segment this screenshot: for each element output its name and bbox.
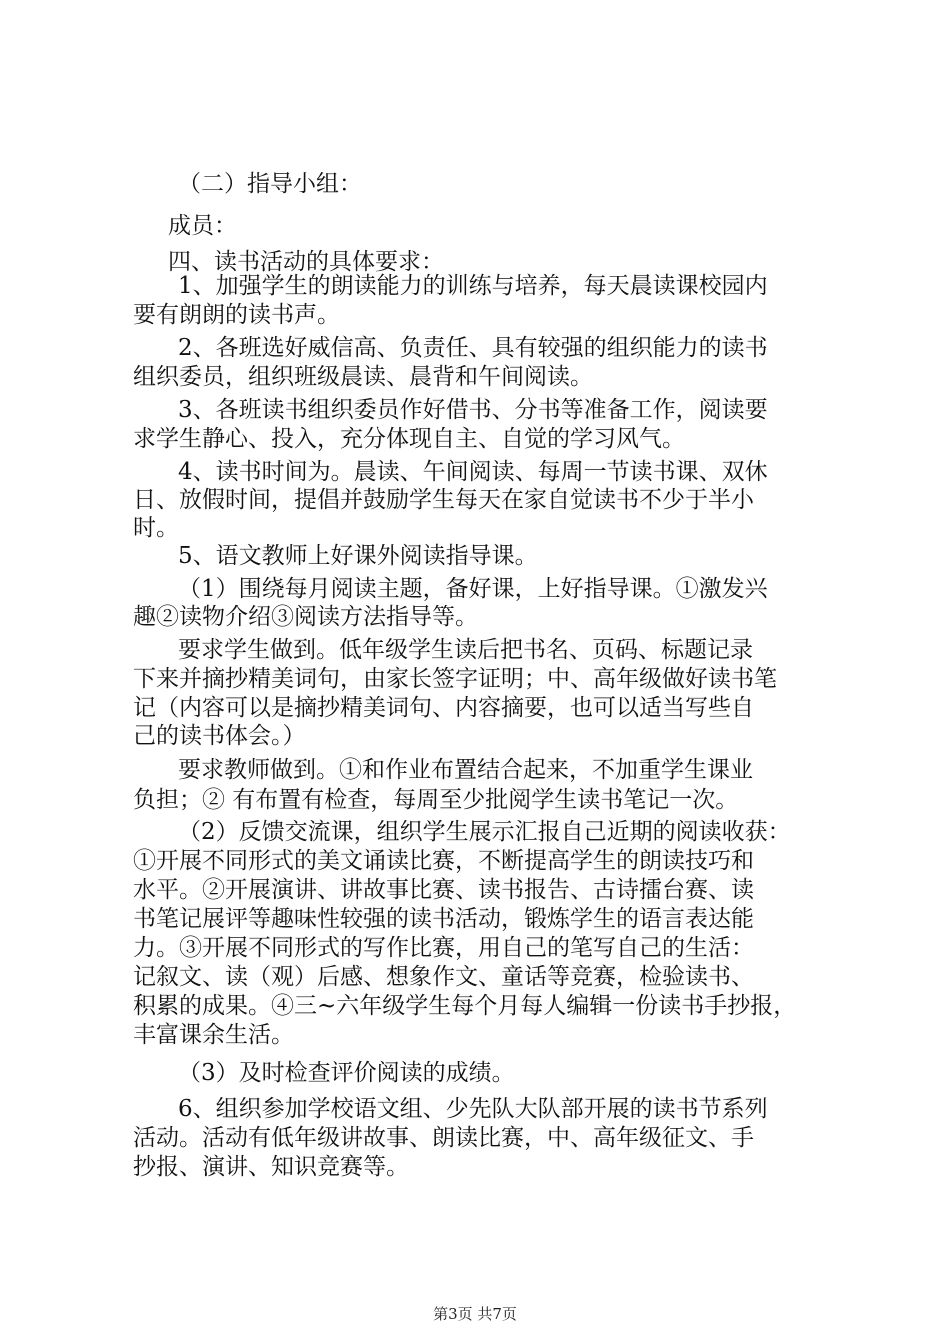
paragraph-line: 1、加强学生的朗读能力的训练与培养，每天晨读课校园内 (178, 273, 768, 299)
paragraph-line: 趣②读物介绍③阅读方法指导等。 (133, 604, 478, 630)
paragraph-line: 己的读书体会。） (133, 723, 306, 749)
paragraph-line: ①开展不同形式的美文诵读比赛，不断提高学生的朗读技巧和 (133, 848, 754, 874)
members-label: 成员： (168, 213, 237, 239)
paragraph-line: 积累的成果。④三~六年级学生每个月每人编辑一份读书手抄报， (133, 993, 797, 1019)
paragraph-line: 力。③开展不同形式的写作比赛，用自己的笔写自己的生活： (133, 935, 754, 961)
paragraph-line: 2、各班选好威信高、负责任、具有较强的组织能力的读书 (178, 335, 768, 361)
heading-requirements: 四、读书活动的具体要求： (168, 249, 444, 275)
paragraph-line: 负担；② 有布置有检查，每周至少批阅学生读书笔记一次。 (133, 787, 739, 813)
paragraph-line: 水平。②开展演讲、讲故事比赛、读书报告、古诗擂台赛、读 (133, 877, 754, 903)
paragraph-line: 4、读书时间为。晨读、午间阅读、每周一节读书课、双休 (178, 459, 768, 485)
paragraph-line: 抄报、演讲、知识竞赛等。 (133, 1154, 409, 1180)
paragraph-line: （3）及时检查评价阅读的成绩。 (178, 1060, 515, 1086)
paragraph-line: （1）围绕每月阅读主题，备好课，上好指导课。①激发兴 (178, 576, 768, 602)
heading-guidance-group: （二）指导小组： (178, 171, 362, 197)
paragraph-line: 要有朗朗的读书声。 (133, 302, 340, 328)
paragraph-line: 3、各班读书组织委员作好借书、分书等准备工作，阅读要 (178, 397, 768, 423)
paragraph-line: 下来并摘抄精美词句，由家长签字证明；中、高年级做好读书笔 (133, 666, 777, 692)
paragraph-line: 要求学生做到。低年级学生读后把书名、页码、标题记录 (178, 637, 753, 663)
paragraph-line: 组织委员，组织班级晨读、晨背和午间阅读。 (133, 364, 593, 390)
paragraph-line: 书笔记展评等趣味性较强的读书活动，锻炼学生的语言表达能 (133, 906, 754, 932)
paragraph-line: 丰富课余生活。 (133, 1022, 294, 1048)
paragraph-line: 记（内容可以是摘抄精美词句、内容摘要，也可以适当写些自 (133, 695, 754, 721)
paragraph-line: （2）反馈交流课，组织学生展示汇报自己近期的阅读收获： (178, 819, 791, 845)
paragraph-line: 日、放假时间，提倡并鼓励学生每天在家自觉读书不少于半小 (133, 487, 754, 513)
page-number-footer: 第3页 共7页 (433, 1305, 517, 1323)
paragraph-line: 5、语文教师上好课外阅读指导课。 (178, 543, 538, 569)
paragraph-line: 活动。活动有低年级讲故事、朗读比赛，中、高年级征文、手 (133, 1125, 754, 1151)
paragraph-line: 求学生静心、投入，充分体现自主、自觉的学习风气。 (133, 426, 685, 452)
paragraph-line: 6、组织参加学校语文组、少先队大队部开展的读书节系列 (178, 1096, 768, 1122)
paragraph-line: 记叙文、读（观）后感、想象作文、童话等竞赛，检验读书、 (133, 964, 754, 990)
paragraph-line: 要求教师做到。①和作业布置结合起来，不加重学生课业 (178, 757, 753, 783)
paragraph-line: 时。 (133, 515, 179, 541)
